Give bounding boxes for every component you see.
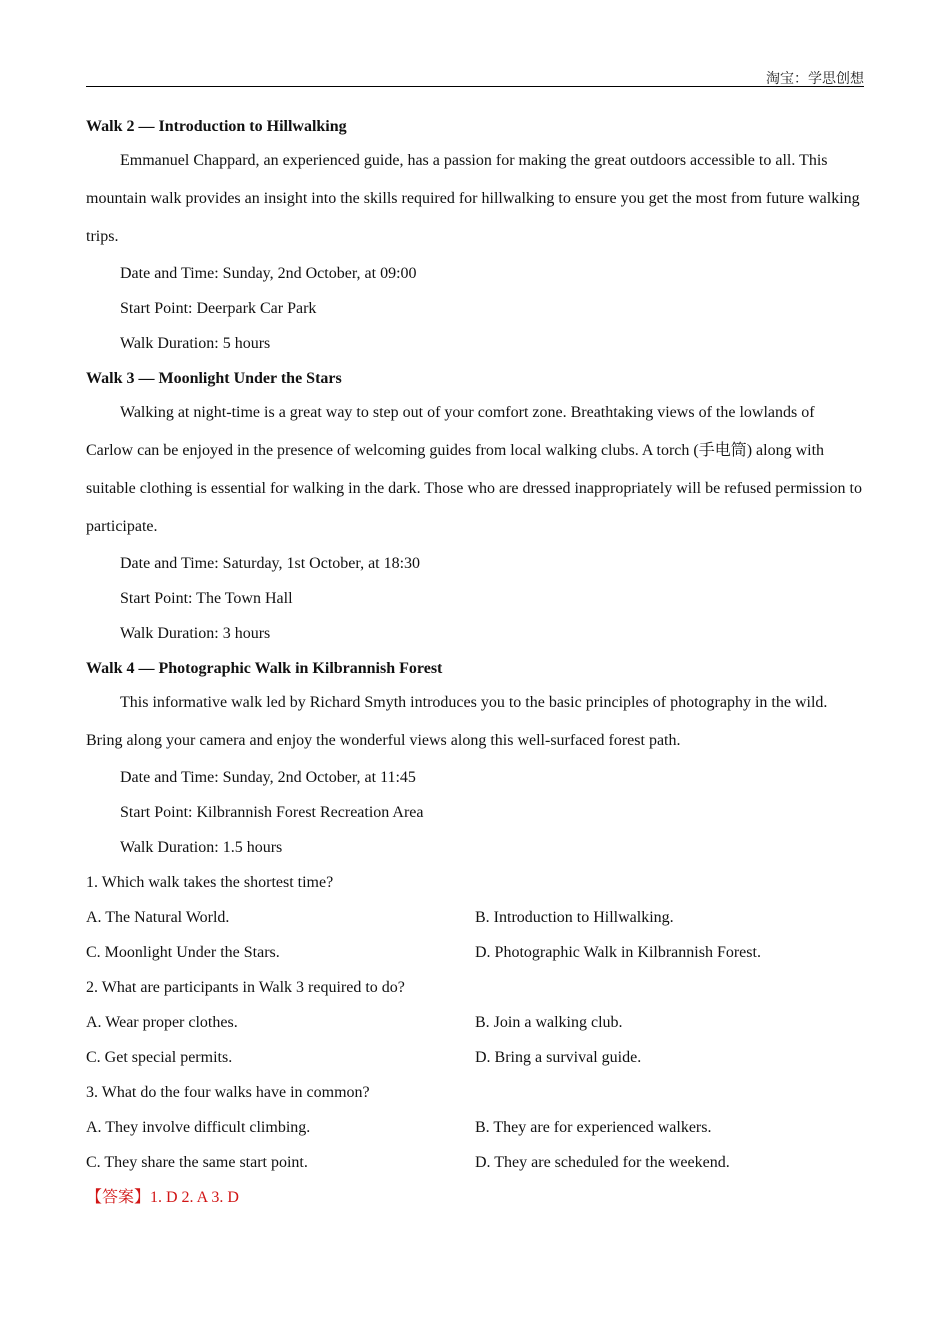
question-2-option-b: B. Join a walking club. bbox=[475, 1014, 623, 1031]
walk-3-description: Walking at night-time is a great way to step out of your comfort zone. Breathtaking views of the lowlands of Carlow can be enjoyed in the presence of welcoming guides from local walking clubs. A torch (手电筒) along with suitable clothing is essential for walking in the dark. Those who are dressed inappropriately will be refused permission to participate. bbox=[86, 404, 862, 535]
question-2-text: 2. What are participants in Walk 3 required to do? bbox=[86, 979, 405, 996]
walk-4-title: Walk 4 — Photographic Walk in Kilbrannish Forest bbox=[86, 660, 443, 677]
walk-3-date-time: Date and Time: Saturday, 1st October, at 18:30 bbox=[120, 555, 421, 572]
document-body bbox=[86, 113, 864, 1219]
question-3-options-row-1 bbox=[86, 1114, 864, 1149]
walk-4-duration: Walk Duration: 1.5 hours bbox=[120, 839, 283, 856]
walk-3-start-point: Start Point: The Town Hall bbox=[120, 590, 293, 607]
walk-2-section bbox=[86, 113, 864, 365]
question-1-text: 1. Which walk takes the shortest time? bbox=[86, 874, 334, 891]
question-1-option-b: B. Introduction to Hillwalking. bbox=[475, 909, 674, 926]
walk-4-section bbox=[86, 655, 864, 869]
question-1-options-row-2 bbox=[86, 939, 864, 974]
question-2 bbox=[86, 974, 864, 1079]
question-1-option-d: D. Photographic Walk in Kilbrannish Forest. bbox=[475, 944, 761, 961]
question-1-options-row-1 bbox=[86, 904, 864, 939]
page-header bbox=[86, 66, 864, 87]
walk-2-title: Walk 2 — Introduction to Hillwalking bbox=[86, 118, 347, 135]
question-2-option-c: C. Get special permits. bbox=[86, 1049, 233, 1066]
walk-2-date-time: Date and Time: Sunday, 2nd October, at 09:00 bbox=[120, 265, 417, 282]
question-1-option-c: C. Moonlight Under the Stars. bbox=[86, 944, 280, 961]
question-1-option-a: A. The Natural World. bbox=[86, 909, 230, 926]
question-2-options-row-1 bbox=[86, 1009, 864, 1044]
walk-2-start-point: Start Point: Deerpark Car Park bbox=[120, 300, 317, 317]
question-3-option-a: A. They involve difficult climbing. bbox=[86, 1119, 311, 1136]
header-text: 淘宝：学思创想 bbox=[766, 71, 864, 87]
question-2-option-d: D. Bring a survival guide. bbox=[475, 1049, 642, 1066]
walk-2-duration: Walk Duration: 5 hours bbox=[120, 335, 271, 352]
walk-2-description: Emmanuel Chappard, an experienced guide, has a passion for making the great outdoors accessible to all. This mountain walk provides an insight into the skills required for hillwalking to ensure you get the most from future walking trips. bbox=[86, 152, 860, 245]
question-3-option-c: C. They share the same start point. bbox=[86, 1154, 308, 1171]
question-3-options-row-2 bbox=[86, 1149, 864, 1184]
question-3-text: 3. What do the four walks have in common? bbox=[86, 1084, 370, 1101]
walk-4-date-time: Date and Time: Sunday, 2nd October, at 11:45 bbox=[120, 769, 416, 786]
question-2-options-row-2 bbox=[86, 1044, 864, 1079]
question-3-option-d: D. They are scheduled for the weekend. bbox=[475, 1154, 730, 1171]
question-3 bbox=[86, 1079, 864, 1184]
question-3-option-b: B. They are for experienced walkers. bbox=[475, 1119, 712, 1136]
question-1 bbox=[86, 869, 864, 974]
walk-3-section bbox=[86, 365, 864, 655]
walk-4-start-point: Start Point: Kilbrannish Forest Recreation Area bbox=[120, 804, 424, 821]
question-2-option-a: A. Wear proper clothes. bbox=[86, 1014, 238, 1031]
walk-3-title: Walk 3 — Moonlight Under the Stars bbox=[86, 370, 342, 387]
answer-key: 【答案】1. D 2. A 3. D bbox=[86, 1189, 239, 1206]
walk-3-duration: Walk Duration: 3 hours bbox=[120, 625, 271, 642]
walk-4-description: This informative walk led by Richard Smyth introduces you to the basic principles of photography in the wild. Bring along your camera and enjoy the wonderful views along this well-surfaced forest path. bbox=[86, 694, 828, 749]
